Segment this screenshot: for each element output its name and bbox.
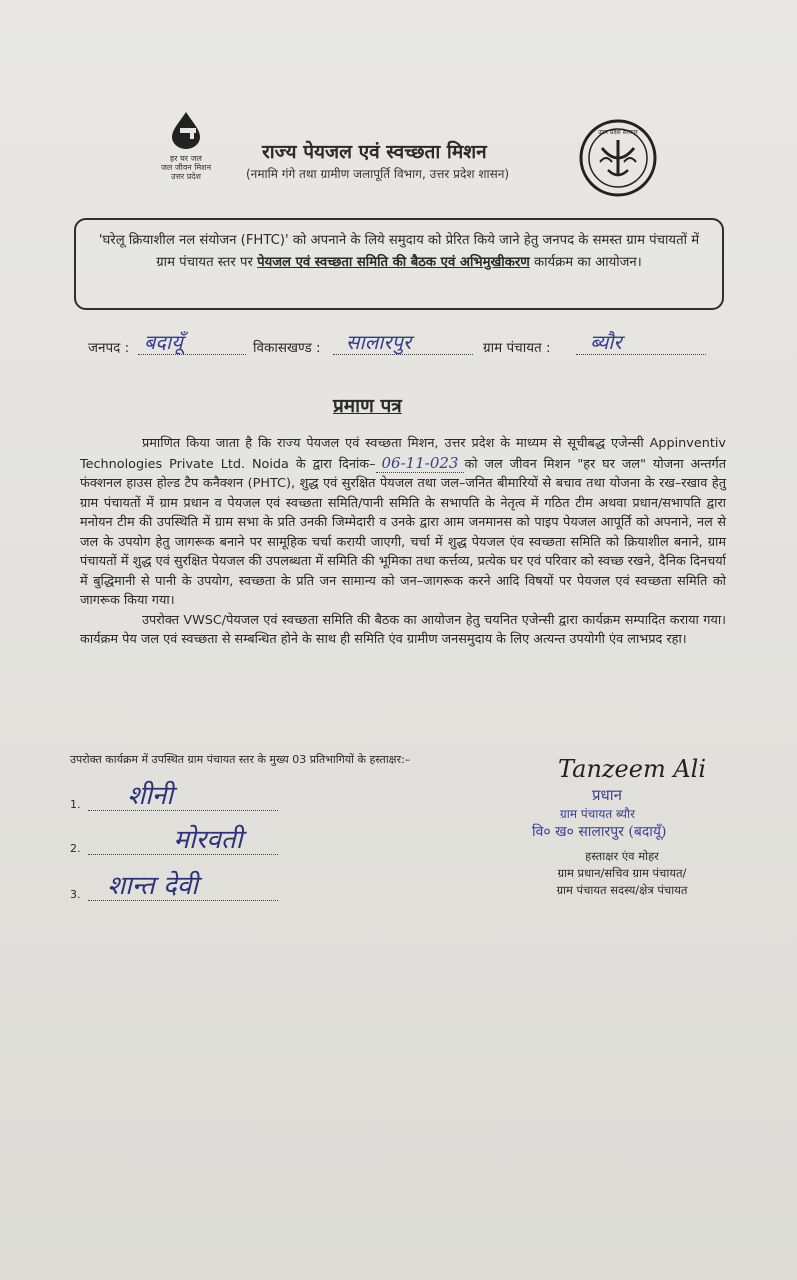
date-value: 06-11-023 — [376, 454, 465, 473]
district-label: जनपद : — [88, 340, 130, 356]
seal-text: उत्तर प्रदेश सरकार — [598, 129, 638, 136]
attendee-number: 1. — [70, 798, 81, 811]
signature-line — [88, 871, 278, 901]
har-ghar-jal-logo — [160, 110, 212, 181]
pradhan-stamp — [520, 755, 760, 841]
certificate-body — [80, 434, 726, 650]
certificate-title: प्रमाण पत्र — [333, 395, 402, 417]
logo-text-3: उत्तर प्रदेश — [171, 172, 201, 181]
paragraph-2: उपरोक्त VWSC/पेयजल एवं स्वच्छता समिति की बैठक का आयोजन हेतु चयनित एजेन्सी द्वारा कार्यक्रम सम्पादित कराया गया। कार्यक्रम पेय जल एवं स्वच्छता से सम्बन्धित होने के साथ ही समिति एंव ग्रामीण जनसमुदाय के लिए अत्यन्त उपयोगी एंव लाभप्रद रहा। — [80, 612, 726, 647]
mission-subtitle: (नमामि गंगे तथा ग्रामीण जलापूर्ति विभाग, उत्तर प्रदेश शासन) — [246, 167, 510, 181]
panchayat-value: ब्यौर — [590, 330, 622, 354]
attendee-signature: शीनी — [127, 781, 174, 811]
block-value: सालारपुर — [346, 330, 412, 354]
stamp-line-1: प्रधान — [592, 786, 622, 804]
pradhan-signature: Tanzeem Ali — [558, 755, 707, 783]
attendee-row — [70, 825, 280, 855]
sign-line-2: ग्राम प्रधान/सचिव ग्राम पंचायत/ — [557, 866, 687, 880]
signature-designation — [522, 848, 722, 899]
block-label: विकासखण्ड : — [253, 340, 321, 356]
sign-line-1: हस्ताक्षर एंव मोहर — [585, 849, 659, 863]
banner-text-1: 'घरेलू क्रियाशील नल संयोजन (FHTC)' को अपनाने के लिये समुदाय को प्रेरित किये जाने हेतु जनपद के समस्त ग्राम पंचायतों में ग्राम पंचायत स्तर पर — [98, 233, 700, 270]
attendees-label: उपरोक्त कार्यक्रम में उपस्थित ग्राम पंचायत स्तर के मुख्य 03 प्रतिभागियों के हस्ताक्षर:– — [70, 753, 411, 766]
paragraph-1: प्रमाणित किया जाता है कि राज्य पेयजल एवं स्वच्छता मिशन, उत्तर प्रदेश के माध्यम से सूचीबद्ध एजेन्सी Appinventiv Technologies Private Ltd. Noida के द्वारा दिनांक– 06-11-023 को जल जीवन मिशन "हर घर जल" योजना अन्तर्गत फंक्शनल हाउस होल्ड टैप कनैक्शन (PHTC), शुद्ध एवं सुरक्षित पेयजल तथा जल–जनित बीमारियों से बचाव तथा योजना के रख–रखाव हेतु ग्राम पंचायतों में ग्राम प्रधान व पेयजल एवं स्वच्छता समिति/पानी समिति के सभापति के नेतृत्व में गठित टीम अथवा प्रधान/सभापति द्वारा मनोयन टीम की उपस्थिति में ग्राम सभा के प्रति उनकी जिम्मेदारी व उनके द्वारा आम जनमानस को पाइप पेयजल आपूर्ति को अपनाने, नल से जल के उपयोग हेतु जागरूक बनाने पर सामूहिक चर्चा करायी जाएगी, चर्चा में शुद्ध पेयजल एंव स्वच्छता समिति को क्रियाशील बनाने, ग्राम पंचायतों में शुद्ध एवं सुरक्षित पेयजल की उपलब्धता में समिति की भूमिका तथा कर्त्तव्य, प्रत्येक घर एवं परिवार को स्वच्छ रखने, दैनिक दिनचर्या में बुद्धिमानी से पानी के उपयोग, स्वच्छता के प्रति जन सामान्य को जन–जागरूक करने आदि विषयों पर पेयजल एवं स्वच्छता समिति को जागरूक किया गया। — [80, 436, 726, 608]
attendee-row — [70, 781, 280, 811]
program-banner — [74, 218, 724, 310]
para1-part-b: को जल जीवन मिशन "हर घर जल" योजना अन्तर्गत फंक्शनल हाउस होल्ड टैप कनैक्शन (PHTC), शुद्ध एवं सुरक्षित पेयजल तथा जल–जनित बीमारियों से बचाव तथा योजना के रख–रखाव हेतु ग्राम पंचायतों में ग्राम प्रधान व पेयजल एवं स्वच्छता समिति/पानी समिति के सभापति के नेतृत्व में गठित टीम अथवा प्रधान/सभापति द्वारा मनोयन टीम की उपस्थिति में ग्राम सभा के प्रति उनकी जिम्मेदारी व उनके द्वारा आम जनमानस को पाइप पेयजल आपूर्ति को अपनाने, नल से जल के उपयोग हेतु जागरूक बनाने पर सामूहिक चर्चा करायी जाएगी, चर्चा में शुद्ध पेयजल एंव स्वच्छता समिति को क्रियाशील बनाने, ग्राम पंचायतों में शुद्ध एवं सुरक्षित पेयजल की उपलब्धता में समिति की भूमिका तथा कर्त्तव्य, प्रत्येक घर एवं परिवार को स्वच्छ रखने, दैनिक दिनचर्या में बुद्धिमानी से पानी के उपयोग, स्वच्छता के प्रति जन सामान्य को जन–जागरूक करने आदि विषयों पर पेयजल एवं स्वच्छता समिति को जागरूक किया गया। — [80, 456, 726, 608]
location-fields — [88, 330, 728, 364]
signature-line — [88, 781, 278, 811]
up-govt-seal — [578, 118, 658, 198]
banner-underlined: पेयजल एवं स्वच्छता समिति की बैठक एवं अभिमुखीकरण — [257, 255, 530, 270]
district-value: बदायूँ — [144, 330, 183, 354]
logo-text-1: हर घर जल — [170, 154, 202, 163]
sign-line-3: ग्राम पंचायत सदस्य/क्षेत्र पंचायत — [556, 883, 688, 897]
para1-part-a: प्रमाणित किया जाता है कि राज्य पेयजल एवं स्वच्छता मिशन, उत्तर प्रदेश के माध्यम से सूचीबद्ध एजेन्सी Appinventiv Technologies Private Ltd. Noida के द्वारा दिनांक — [80, 436, 726, 472]
stamp-line-3: वि० ख० सालारपुर (बदायूँ) — [532, 824, 667, 840]
attendee-number: 2. — [70, 842, 81, 855]
attendee-signature: शान्त देवी — [107, 871, 199, 901]
logo-text-2: जल जीवन मिशन — [160, 163, 212, 172]
attendee-number: 3. — [70, 888, 81, 901]
water-drop-icon — [160, 110, 212, 150]
mission-title: राज्य पेयजल एवं स्वच्छता मिशन — [262, 141, 487, 163]
banner-text-2: कार्यक्रम का आयोजन। — [529, 255, 642, 270]
panchayat-label: ग्राम पंचायत : — [483, 340, 551, 356]
stamp-line-2: ग्राम पंचायत ब्यौर — [560, 807, 636, 821]
signature-line — [88, 825, 278, 855]
attendee-row — [70, 871, 280, 901]
attendee-signature: मोरवती — [173, 825, 243, 855]
